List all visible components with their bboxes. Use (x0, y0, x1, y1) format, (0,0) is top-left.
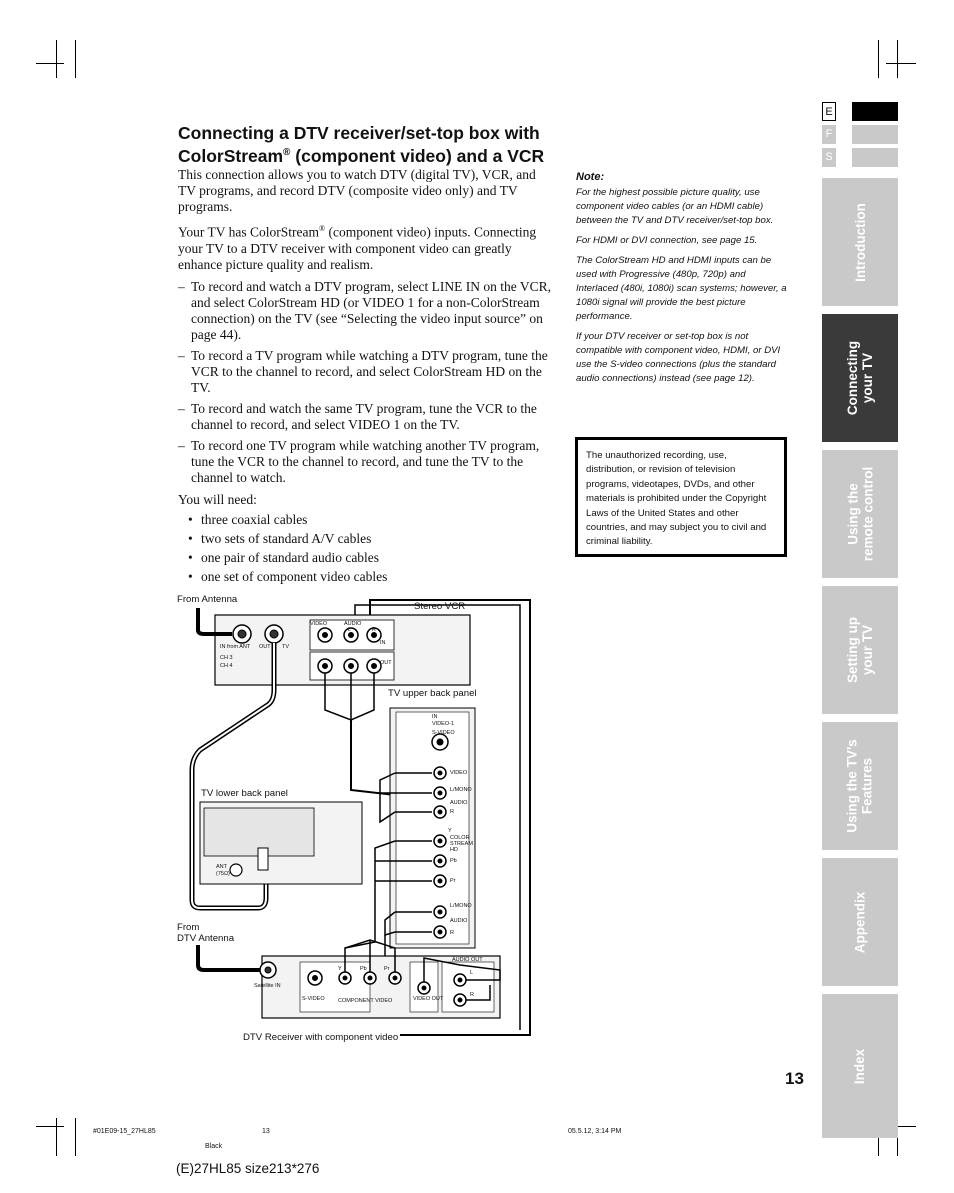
tab-index[interactable] (822, 994, 898, 1138)
page-title (178, 124, 598, 166)
crop-mark (878, 40, 879, 78)
footer-page: 13 (262, 1128, 270, 1135)
tv-audio-label: AUDIO (450, 800, 468, 806)
tv-pr-label: Pr (450, 878, 456, 884)
title-line-1: Connecting a DTV receiver/set-top box with (178, 123, 540, 143)
footer-date: 05.5.12, 3:14 PM (568, 1128, 622, 1135)
tv-ant-ohm-label: (75Ω) (216, 871, 230, 877)
tab-connecting[interactable] (822, 314, 898, 442)
title-line-2-rest: (component video) and a VCR (290, 145, 545, 166)
vcr-out2-label: OUT (380, 660, 392, 666)
tab-remote-control[interactable] (822, 450, 898, 578)
language-bar (852, 148, 898, 167)
page-number: 13 (785, 1069, 804, 1088)
note-paragraph: The ColorStream HD and HDMI inputs can be used with Progressive (480p, 720p) and Interlaced (480i, 1080i) scan systems; however, a 1080i signal will provide the best picture performance. (576, 255, 787, 322)
vcr-ch3-label: CH 3 (220, 655, 233, 661)
colorstream-paragraph (178, 221, 554, 273)
tv-video1-label: VIDEO-1 (432, 721, 455, 727)
dtv-svideo-label: S-VIDEO (302, 996, 325, 1002)
tv-lower-panel-label: TV lower back panel (201, 788, 288, 799)
dtv-r-label: R (470, 992, 474, 998)
vcr-in-label: IN (380, 640, 386, 646)
vcr-audio-r-label: R (372, 627, 376, 633)
language-letter: S (822, 148, 836, 167)
vcr-video-label: VIDEO (310, 621, 328, 627)
tab-appendix[interactable] (822, 858, 898, 986)
language-bar (852, 125, 898, 144)
tab-setting-up[interactable] (822, 586, 898, 714)
tv-r-label: R (450, 809, 454, 815)
tab-label: Using the TV’s Features (845, 739, 876, 833)
crop-mark (56, 40, 57, 78)
connection-diagram (170, 590, 540, 1050)
dtv-pb-label: Pb (360, 966, 367, 972)
bullet-item: • one set of component video cables (178, 569, 554, 585)
tab-label: Using the remote control (845, 466, 876, 562)
note-title: Note: (576, 171, 605, 183)
dtv-audio-out-label: AUDIO OUT (452, 957, 483, 963)
from-dtv-antenna-label-1: From (177, 922, 200, 933)
crop-mark (75, 1118, 76, 1156)
footer-color: Black (205, 1143, 223, 1150)
dash-item: – To record and watch a DTV program, select LINE IN on the VCR, and select ColorStream HD (or VIDEO 1 for a non-ColorStream connection) on the TV (see “Selecting the video input source” on page 44). (178, 279, 554, 343)
tv-lmono-label: L/MONO (450, 787, 472, 793)
language-letter: F (822, 125, 836, 144)
dtv-y-label: Y (338, 966, 342, 972)
registered-mark: ® (319, 224, 326, 233)
bullet-item: • three coaxial cables (178, 512, 554, 528)
from-antenna-label: From Antenna (177, 594, 238, 605)
footer-file: #01E09-15_27HL85 (93, 1128, 156, 1135)
tab-introduction[interactable] (822, 178, 898, 306)
tv-svideo-label: S-VIDEO (432, 730, 455, 736)
language-f[interactable] (822, 125, 898, 144)
crop-mark (36, 63, 64, 64)
language-s[interactable] (822, 148, 898, 167)
dtv-pr-label: Pr (384, 966, 390, 972)
tv-audio2-label: AUDIO (450, 918, 468, 924)
tv-hd-label: HD (450, 847, 458, 853)
tv-r2-label: R (450, 930, 454, 936)
tab-label: Setting up your TV (845, 617, 875, 683)
vcr-audio-l-label: L (348, 627, 352, 633)
note-box (576, 170, 788, 392)
tv-ant-label: ANT (216, 864, 227, 870)
tv-video-label: VIDEO (450, 770, 468, 776)
tab-features[interactable] (822, 722, 898, 850)
colorstream-post: (component video) inputs. Connecting your TV to a DTV receiver with component video can greatly enhance picture quality and realism. (178, 224, 537, 272)
bullet-item: • two sets of standard A/V cables (178, 531, 554, 547)
crop-mark (56, 1118, 57, 1156)
dtv-receiver-label: DTV Receiver with component video (243, 1032, 399, 1043)
from-dtv-antenna-label-2: DTV Antenna (177, 933, 235, 944)
vcr-audio-label: AUDIO (344, 621, 362, 627)
tab-label: Connecting your TV (845, 340, 875, 416)
crop-mark (897, 40, 898, 78)
tab-label: Introduction (852, 202, 868, 282)
tv-in-label: IN (432, 714, 438, 720)
dash-item: – To record a TV program while watching a DTV program, tune the VCR to the channel to record, and select ColorStream HD on the TV. (178, 348, 554, 396)
note-paragraph: For HDMI or DVI connection, see page 15. (576, 235, 758, 246)
registered-mark: ® (283, 147, 291, 158)
intro-paragraph: This connection allows you to watch DTV (digital TV), VCR, and TV programs, and record DTV (composite video only) and TV programs. (178, 167, 536, 214)
tv-y-label: Y (448, 828, 452, 834)
tab-label: Index (852, 1048, 868, 1084)
copyright-warning: The unauthorized recording, use, distribution, or revision of television programs, videotapes, DVDs, and other materials is prohibited under the Copyright Laws of the United States and other countries, and may subject you to civil and criminal liability. (575, 437, 787, 557)
vcr-to-tv-label: TV (282, 644, 290, 650)
tab-label: Appendix (852, 891, 868, 953)
stereo-vcr-label: Stereo VCR (414, 601, 466, 612)
note-paragraph: For the highest possible picture quality, use component video cables (or an HDMI cable) between the TV and DTV receiver/set-top box. (576, 187, 774, 226)
vcr-out-label: OUT (259, 644, 271, 650)
tv-mono-label: L/MONO (450, 903, 472, 909)
title-colorstream: ColorStream (178, 145, 284, 166)
bullet-item: • one pair of standard audio cables (178, 550, 554, 566)
dash-item: – To record one TV program while watching another TV program, tune the VCR to the channel to record, and tune the TV to the channel to watch. (178, 438, 554, 486)
tv-upper-panel-label: TV upper back panel (388, 688, 477, 699)
crop-mark (886, 63, 916, 64)
footer-size: (E)27HL85 size213*276 (176, 1161, 320, 1176)
title-line-2 (178, 143, 598, 166)
vcr-in-from-ant-label: IN from ANT (220, 644, 251, 650)
language-letter: E (822, 102, 836, 121)
note-paragraph: If your DTV receiver or set-top box is not compatible with component video, HDMI, or DVI use the S-video connections (plus the standard audio connections) instead (see page 12). (576, 331, 781, 384)
dtv-video-out-label: VIDEO OUT (413, 996, 444, 1002)
dtv-l-label: L (470, 970, 474, 976)
tv-stream-label: STREAM (450, 841, 473, 847)
tv-pb-label: Pb (450, 858, 457, 864)
dash-item: – To record and watch the same TV program, tune the VCR to the channel to record, and select VIDEO 1 on the TV. (178, 401, 554, 433)
body-text (178, 167, 554, 588)
vcr-ch4-label: CH 4 (220, 663, 233, 669)
language-e[interactable] (822, 102, 898, 121)
crop-mark (75, 40, 76, 78)
colorstream-pre: Your TV has ColorStream (178, 224, 320, 240)
crop-mark (36, 1126, 64, 1127)
tv-color-label: COLOR (450, 835, 470, 841)
dtv-satellite-in-label: Satellite IN (254, 983, 281, 989)
dtv-component-label: COMPONENT VIDEO (338, 998, 393, 1004)
you-will-need: You will need: (178, 491, 257, 507)
language-bar (852, 102, 898, 121)
